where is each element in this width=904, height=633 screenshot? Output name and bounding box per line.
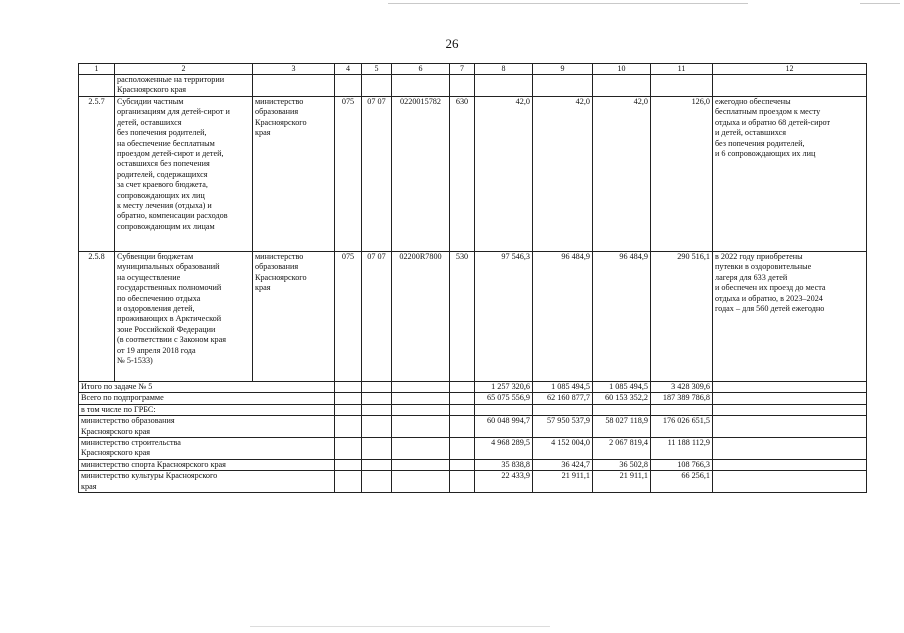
cell-item-number: 2.5.7 [79, 97, 115, 252]
table-row [79, 252, 867, 382]
summary-value-2024: 2 067 819,4 [593, 438, 651, 460]
cell-value-total: 126,0 [651, 97, 713, 252]
summary-label: в том числе по ГРБС: [79, 404, 335, 415]
column-header: 11 [651, 64, 713, 75]
column-header: 8 [475, 64, 533, 75]
summary-label: министерство культуры Красноярского края [79, 471, 335, 493]
summary-value-total: 3 428 309,6 [651, 382, 713, 393]
cell-code-section: 07 07 [362, 97, 392, 252]
column-number-header [79, 64, 867, 75]
summary-value-2024: 1 085 494,5 [593, 382, 651, 393]
column-header: 12 [713, 64, 867, 75]
column-header: 10 [593, 64, 651, 75]
scan-artifact-line [388, 3, 748, 4]
summary-value-2023: 62 160 877,7 [533, 393, 593, 404]
column-header: 4 [335, 64, 362, 75]
cell-value-2022: 42,0 [475, 97, 533, 252]
summary-value-total: 187 389 786,8 [651, 393, 713, 404]
summary-value-2022: 22 433,9 [475, 471, 533, 493]
summary-value-2024: 21 911,1 [593, 471, 651, 493]
summary-row [79, 438, 867, 460]
cell-expected-result: в 2022 году приобретены путевки в оздоровительные лагеря для 633 детей и обеспечен их проезд до места отдыха и обратно, в 2023–2024 годах – для 560 детей ежегодно [713, 252, 867, 382]
summary-value-total: 11 188 112,9 [651, 438, 713, 460]
summary-value-2022: 65 075 556,9 [475, 393, 533, 404]
cell-item-number [79, 75, 115, 97]
cell-code-target: 02200R7800 [392, 252, 450, 382]
cell-value-2023: 96 484,9 [533, 252, 593, 382]
summary-row [79, 459, 867, 470]
scan-artifact-line [860, 3, 900, 4]
cell-item-number: 2.5.8 [79, 252, 115, 382]
summary-label: министерство спорта Красноярского края [79, 459, 335, 470]
table-row [79, 75, 867, 97]
summary-value-2024: 60 153 352,2 [593, 393, 651, 404]
scan-artifact-line [250, 626, 550, 627]
summary-row [79, 393, 867, 404]
column-header: 1 [79, 64, 115, 75]
column-header: 3 [253, 64, 335, 75]
cell-expected-result [713, 75, 867, 97]
cell-code-expense: 530 [450, 252, 475, 382]
cell-grbs: министерство образования Красноярского края [253, 97, 335, 252]
summary-row [79, 471, 867, 493]
summary-label: Всего по подпрограмме [79, 393, 335, 404]
summary-value-2024 [593, 404, 651, 415]
cell-code-grbs [335, 75, 362, 97]
cell-code-expense [450, 75, 475, 97]
column-header: 5 [362, 64, 392, 75]
summary-value-2022 [475, 404, 533, 415]
cell-code-section [362, 75, 392, 97]
summary-label: Итого по задаче № 5 [79, 382, 335, 393]
cell-value-2024 [593, 75, 651, 97]
summary-value-2023: 36 424,7 [533, 459, 593, 470]
cell-value-2024: 96 484,9 [593, 252, 651, 382]
table-row [79, 97, 867, 252]
summary-label: министерство строительства Красноярского края [79, 438, 335, 460]
cell-code-target [392, 75, 450, 97]
cell-code-target: 0220015782 [392, 97, 450, 252]
summary-value-total: 176 026 651,5 [651, 416, 713, 438]
cell-code-grbs: 075 [335, 252, 362, 382]
summary-value-2022: 60 048 994,7 [475, 416, 533, 438]
summary-value-2024: 36 502,8 [593, 459, 651, 470]
cell-value-2023 [533, 75, 593, 97]
column-header: 2 [115, 64, 253, 75]
summary-value-2022: 1 257 320,6 [475, 382, 533, 393]
summary-label: министерство образования Красноярского края [79, 416, 335, 438]
summary-value-2023: 1 085 494,5 [533, 382, 593, 393]
summary-value-2023: 57 950 537,9 [533, 416, 593, 438]
summary-value-total: 66 256,1 [651, 471, 713, 493]
cell-grbs: министерство образования Красноярского края [253, 252, 335, 382]
summary-value-2023: 21 911,1 [533, 471, 593, 493]
summary-value-2023 [533, 404, 593, 415]
cell-value-total: 290 516,1 [651, 252, 713, 382]
budget-table [78, 63, 867, 493]
page-number: 26 [445, 36, 459, 51]
column-header: 6 [392, 64, 450, 75]
cell-code-grbs: 075 [335, 97, 362, 252]
cell-description: расположенные на территории Красноярского края [115, 75, 253, 97]
summary-value-2022: 35 838,8 [475, 459, 533, 470]
cell-value-2022: 97 546,3 [475, 252, 533, 382]
summary-value-total [651, 404, 713, 415]
summary-row [79, 382, 867, 393]
column-header: 9 [533, 64, 593, 75]
summary-row [79, 404, 867, 415]
summary-row [79, 416, 867, 438]
cell-expected-result: ежегодно обеспечены бесплатным проездом к месту отдыха и обратно 68 детей-сирот и детей, оставшихся без попечения родителей, и 6 сопровождающих их лиц [713, 97, 867, 252]
cell-description: Субсидии частным организациям для детей-сирот и детей, оставшихся без попечения родителей, на обеспечение бесплатным проездом детей-сирот и детей, оставшихся без попечения родителей, содержащихся за счет краевого бюджета, сопровождающих их лиц к месту лечения (отдыха) и обратно, компенсации расходов сопровождающим их лицам [115, 97, 253, 252]
cell-description: Субвенции бюджетам муниципальных образований на осуществление государственных полномочий по обеспечению отдыха и оздоровления детей, проживающих в Арктической зоне Российской Федерации (в соответствии с Законом края от 19 апреля 2018 года № 5-1533) [115, 252, 253, 382]
cell-value-total [651, 75, 713, 97]
cell-value-2024: 42,0 [593, 97, 651, 252]
summary-value-2024: 58 027 118,9 [593, 416, 651, 438]
cell-grbs [253, 75, 335, 97]
summary-value-2022: 4 968 289,5 [475, 438, 533, 460]
column-header: 7 [450, 64, 475, 75]
summary-value-total: 108 766,3 [651, 459, 713, 470]
cell-value-2023: 42,0 [533, 97, 593, 252]
cell-code-section: 07 07 [362, 252, 392, 382]
cell-value-2022 [475, 75, 533, 97]
summary-value-2023: 4 152 004,0 [533, 438, 593, 460]
cell-code-expense: 630 [450, 97, 475, 252]
